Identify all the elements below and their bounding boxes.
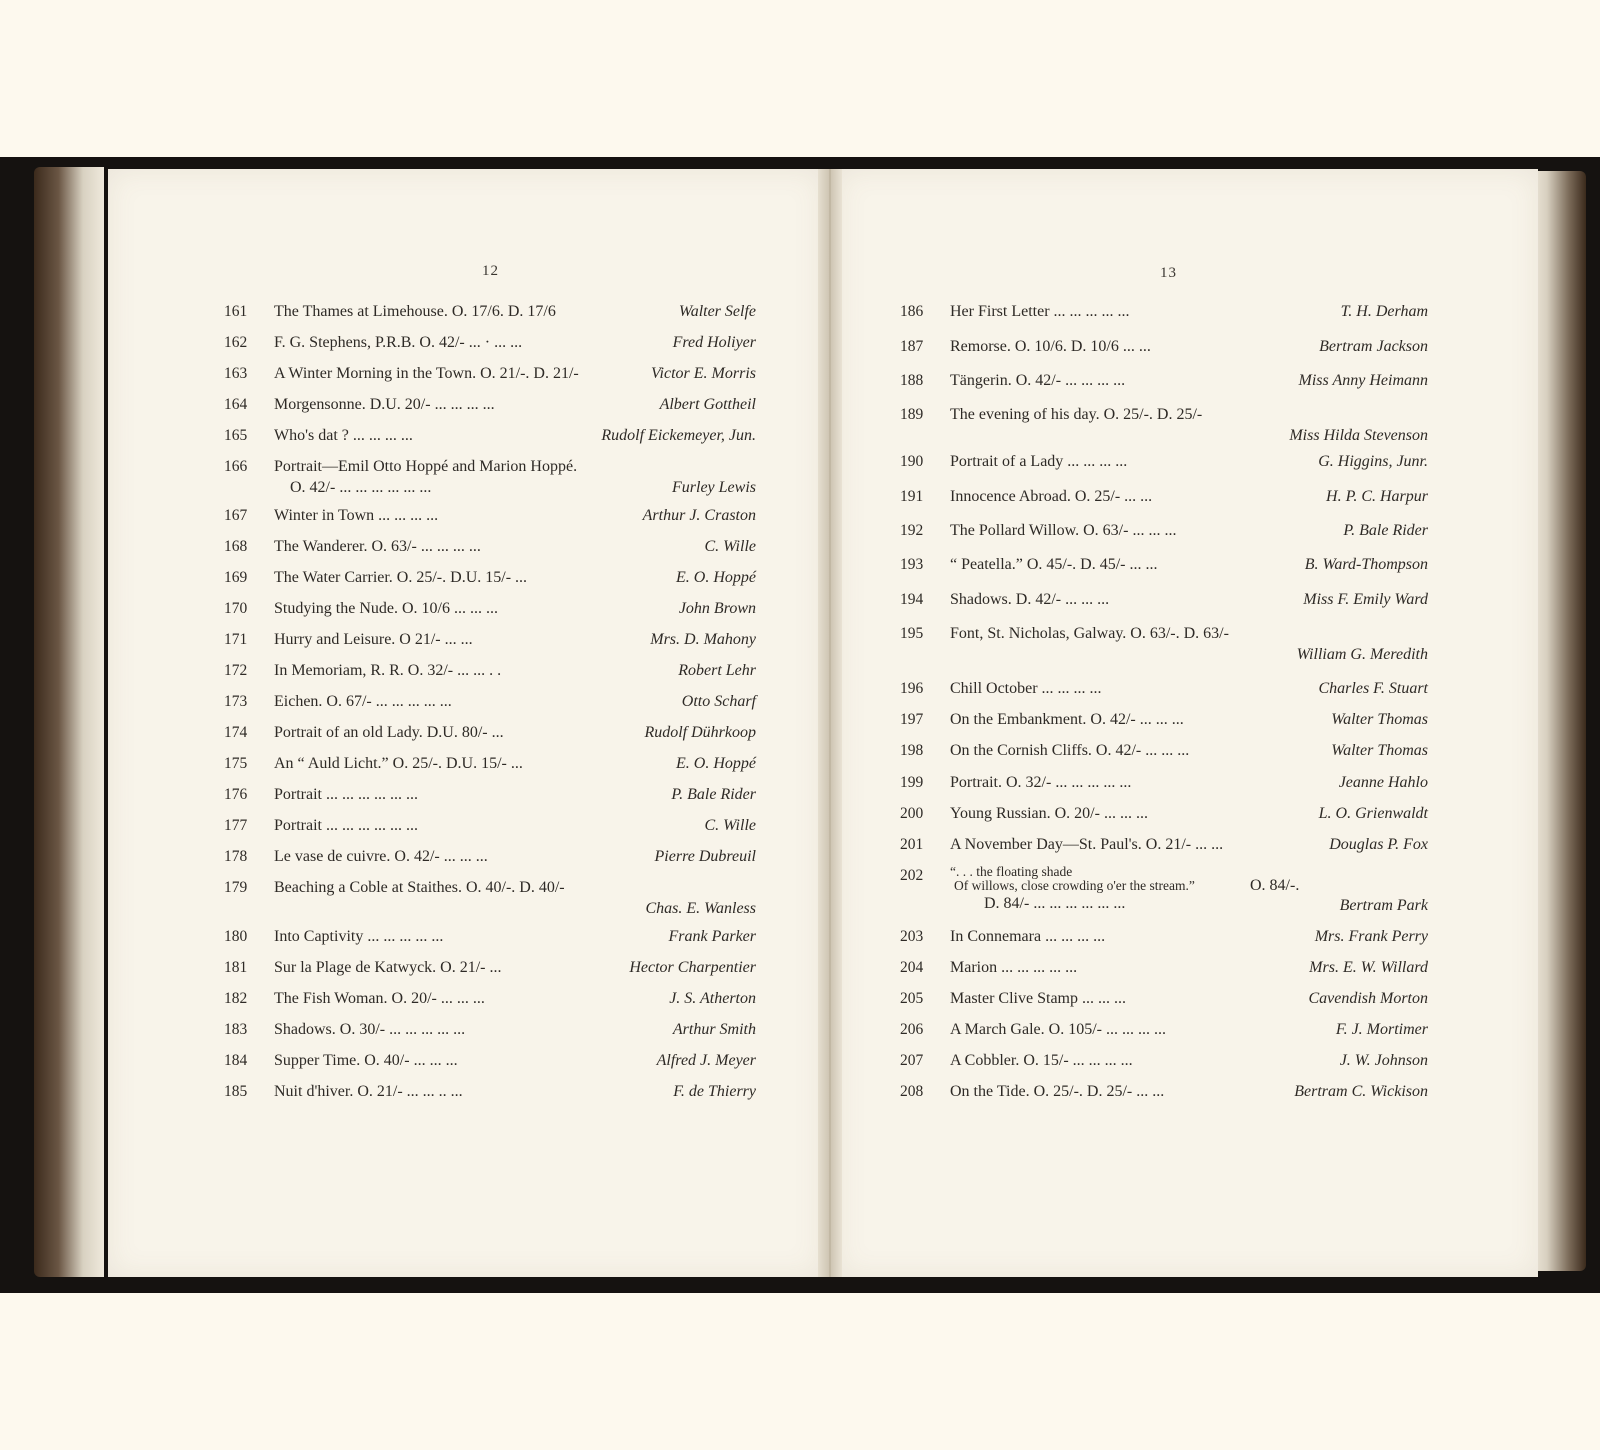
entry-number: 185: [224, 1083, 248, 1100]
entry-number: 201: [900, 836, 924, 853]
entry-number: 208: [900, 1083, 924, 1100]
entry-description: Beaching a Coble at Staithes. O. 40/-. D. 40/-: [274, 879, 565, 896]
entry-number: 207: [900, 1052, 924, 1069]
catalogue-entry: [900, 864, 1428, 914]
entry-description: Young Russian. O. 20/- ... ... ...: [950, 805, 1148, 822]
entry-number: 172: [224, 662, 248, 679]
entry-number: 164: [224, 396, 248, 413]
entry-artist: Walter Thomas: [1331, 711, 1428, 728]
entry-description: A Winter Morning in the Town. O. 21/-. D. 21/-: [274, 365, 579, 382]
entry-description: The Fish Woman. O. 20/- ... ... ...: [274, 990, 485, 1007]
page-number-left: 12: [482, 263, 499, 279]
entry-description: Portrait of a Lady ... ... ... ...: [950, 453, 1128, 470]
catalogue-entry: [224, 878, 756, 922]
entry-description: The Pollard Willow. O. 63/- ... ... ...: [950, 522, 1177, 539]
entry-number: 167: [224, 507, 248, 524]
entry-description: Shadows. O. 30/- ... ... ... ... ...: [274, 1021, 466, 1038]
entry-artist: Bertram Park: [1339, 897, 1428, 914]
entry-number: 205: [900, 990, 924, 1007]
entry-description: Into Captivity ... ... ... ... ...: [274, 928, 444, 945]
entry-artist: Mrs. Frank Perry: [1314, 928, 1428, 945]
entry-artist: P. Bale Rider: [671, 786, 756, 803]
entry-artist: Victor E. Morris: [650, 365, 756, 382]
entry-number: 187: [900, 338, 924, 355]
entry-artist: Arthur J. Craston: [642, 507, 756, 524]
entry-description: Portrait—Emil Otto Hoppé and Marion Hoppé.: [274, 458, 578, 475]
entry-number: 192: [900, 522, 924, 539]
entry-artist: H. P. C. Harpur: [1326, 488, 1428, 505]
entry-description-continued: D. 84/- ... ... ... ... ... ...: [984, 895, 1126, 912]
entry-artist: E. O. Hoppé: [676, 569, 756, 586]
entry-description: Remorse. O. 10/6. D. 10/6 ... ...: [950, 338, 1151, 355]
entry-number: 186: [900, 303, 924, 320]
entry-artist: Chas. E. Wanless: [645, 900, 756, 917]
entry-number: 193: [900, 556, 924, 573]
entry-number: 170: [224, 600, 248, 617]
entry-artist: J. S. Atherton: [669, 990, 756, 1007]
entry-number: 169: [224, 569, 248, 586]
entry-artist: Douglas P. Fox: [1329, 836, 1428, 853]
entry-number: 199: [900, 774, 924, 791]
entry-description: Sur la Plage de Katwyck. O. 21/- ...: [274, 959, 502, 976]
entry-description: Supper Time. O. 40/- ... ... ...: [274, 1052, 458, 1069]
entry-description: A Cobbler. O. 15/- ... ... ... ...: [950, 1052, 1133, 1069]
entry-number: 168: [224, 538, 248, 555]
entry-description: Hurry and Leisure. O 21/- ... ...: [274, 631, 473, 648]
entry-artist: Charles F. Stuart: [1318, 680, 1428, 697]
entry-artist: Cavendish Morton: [1308, 990, 1428, 1007]
entry-artist: F. de Thierry: [673, 1083, 756, 1100]
entry-number: 163: [224, 365, 248, 382]
entry-description: Shadows. D. 42/- ... ... ...: [950, 591, 1110, 608]
entry-artist: Mrs. D. Mahony: [650, 631, 756, 648]
book-edge-right: [1530, 171, 1586, 1271]
entry-description: The Water Carrier. O. 25/-. D.U. 15/- ...: [274, 569, 528, 586]
entry-artist: Arthur Smith: [672, 1021, 756, 1038]
entry-artist: C. Wille: [704, 538, 756, 555]
entry-artist: Alfred J. Meyer: [656, 1052, 756, 1069]
entry-number: 190: [900, 453, 924, 470]
catalogue-entry: [224, 457, 756, 501]
entry-description: “ Peatella.” O. 45/-. D. 45/- ... ...: [950, 556, 1158, 573]
entry-artist: C. Wille: [704, 817, 756, 834]
entry-number: 182: [224, 990, 248, 1007]
entry-number: 188: [900, 372, 924, 389]
catalogue-entry: [224, 1082, 756, 1126]
entry-number: 178: [224, 848, 248, 865]
entry-artist: Jeanne Hahlo: [1338, 774, 1428, 791]
entry-artist: T. H. Derham: [1340, 303, 1428, 320]
entry-artist: Miss Hilda Stevenson: [1289, 427, 1428, 444]
entry-artist: J. W. Johnson: [1339, 1052, 1428, 1069]
entry-artist: Rudolf Eickemeyer, Jun.: [601, 427, 756, 444]
entry-description: Portrait ... ... ... ... ... ...: [274, 817, 418, 834]
entry-description: Portrait. O. 32/- ... ... ... ... ...: [950, 774, 1132, 791]
entry-description: The Thames at Limehouse. O. 17/6. D. 17/6: [274, 303, 556, 320]
book-edge-left: [34, 167, 104, 1277]
entry-number: 161: [224, 303, 248, 320]
entry-price: O. 84/-.: [1250, 877, 1300, 894]
entry-artist: B. Ward-Thompson: [1304, 556, 1428, 573]
entry-artist: Robert Lehr: [678, 662, 756, 679]
entry-number: 171: [224, 631, 248, 648]
entry-description: Morgensonne. D.U. 20/- ... ... ... ...: [274, 396, 495, 413]
entry-description: Font, St. Nicholas, Galway. O. 63/-. D. 63/-: [950, 625, 1229, 642]
entry-number: 197: [900, 711, 924, 728]
entry-description: Innocence Abroad. O. 25/- ... ...: [950, 488, 1153, 505]
entry-number: 203: [900, 928, 924, 945]
entry-description: Nuit d'hiver. O. 21/- ... ... .. ...: [274, 1083, 463, 1100]
entry-artist: Mrs. E. W. Willard: [1309, 959, 1428, 976]
entry-artist: Furley Lewis: [672, 479, 756, 496]
entry-artist: E. O. Hoppé: [676, 755, 756, 772]
entry-number: 206: [900, 1021, 924, 1038]
catalogue-entry: [900, 1082, 1428, 1126]
entry-description-continued: O. 42/- ... ... ... ... ... ...: [290, 479, 432, 496]
entry-artist: Hector Charpentier: [629, 959, 756, 976]
entry-description: Le vase de cuivre. O. 42/- ... ... ...: [274, 848, 488, 865]
entry-number: 202: [900, 867, 924, 884]
entry-artist: Pierre Dubreuil: [654, 848, 756, 865]
entry-description: On the Tide. O. 25/-. D. 25/- ... ...: [950, 1083, 1165, 1100]
entry-number: 179: [224, 879, 248, 896]
entry-number: 162: [224, 334, 248, 351]
entry-description: F. G. Stephens, P.R.B. O. 42/- ... · ... ...: [274, 334, 523, 351]
entry-artist: Walter Thomas: [1331, 742, 1428, 759]
entry-artist: P. Bale Rider: [1343, 522, 1428, 539]
entry-description: Who's dat ? ... ... ... ...: [274, 427, 413, 444]
entry-description: A March Gale. O. 105/- ... ... ... ...: [950, 1021, 1166, 1038]
entry-number: 177: [224, 817, 248, 834]
entry-description: Her First Letter ... ... ... ... ...: [950, 303, 1130, 320]
entry-artist: Frank Parker: [668, 928, 756, 945]
entry-number: 184: [224, 1052, 248, 1069]
entry-description-line2: Of willows, close crowding o'er the stream.”: [954, 878, 1195, 893]
book-gutter: [818, 169, 842, 1277]
entry-artist: William G. Meredith: [1296, 646, 1428, 663]
entry-description: Studying the Nude. O. 10/6 ... ... ...: [274, 600, 498, 617]
entry-description: Marion ... ... ... ... ...: [950, 959, 1078, 976]
entry-description: On the Cornish Cliffs. O. 42/- ... ... ...: [950, 742, 1190, 759]
entry-number: 200: [900, 805, 924, 822]
entry-number: 194: [900, 591, 924, 608]
entry-description: In Connemara ... ... ... ...: [950, 928, 1106, 945]
entry-artist: Bertram C. Wickison: [1294, 1083, 1428, 1100]
entry-number: 165: [224, 427, 248, 444]
entry-artist: L. O. Grienwaldt: [1318, 805, 1428, 822]
catalogue-entry: [900, 405, 1428, 449]
entry-artist: Miss F. Emily Ward: [1303, 591, 1428, 608]
entry-number: 176: [224, 786, 248, 803]
entry-number: 189: [900, 406, 924, 423]
entry-artist: F. J. Mortimer: [1335, 1021, 1428, 1038]
entry-artist: Walter Selfe: [678, 303, 756, 320]
entry-artist: Albert Gottheil: [659, 396, 756, 413]
entry-description: Chill October ... ... ... ...: [950, 680, 1102, 697]
entry-number: 195: [900, 625, 924, 642]
entry-description: Tängerin. O. 42/- ... ... ... ...: [950, 372, 1126, 389]
entry-artist: Otto Scharf: [681, 693, 756, 710]
entry-artist: G. Higgins, Junr.: [1318, 453, 1428, 470]
entry-description: Portrait ... ... ... ... ... ...: [274, 786, 418, 803]
entry-number: 204: [900, 959, 924, 976]
entry-artist: Bertram Jackson: [1319, 338, 1428, 355]
entry-number: 180: [224, 928, 248, 945]
entry-artist: John Brown: [678, 600, 756, 617]
entry-artist: Rudolf Dührkoop: [644, 724, 756, 741]
entry-number: 198: [900, 742, 924, 759]
entry-number: 196: [900, 680, 924, 697]
entry-description: A November Day—St. Paul's. O. 21/- ... ...: [950, 836, 1224, 853]
page-number-right: 13: [1160, 265, 1177, 281]
entry-description: Portrait of an old Lady. D.U. 80/- ...: [274, 724, 504, 741]
entry-artist: Fred Holiyer: [672, 334, 756, 351]
entry-description: “. . . the floating shade: [950, 864, 1073, 879]
entry-description: Eichen. O. 67/- ... ... ... ... ...: [274, 693, 452, 710]
entry-description: The evening of his day. O. 25/-. D. 25/-: [950, 406, 1203, 423]
entry-description: On the Embankment. O. 42/- ... ... ...: [950, 711, 1184, 728]
entry-description: In Memoriam, R. R. O. 32/- ... ... . .: [274, 662, 502, 679]
entry-number: 173: [224, 693, 248, 710]
entry-description: An “ Auld Licht.” O. 25/-. D.U. 15/- ...: [274, 755, 523, 772]
entry-number: 166: [224, 458, 248, 475]
catalogue-entry: [900, 624, 1428, 668]
entry-number: 191: [900, 488, 924, 505]
entry-description: The Wanderer. O. 63/- ... ... ... ...: [274, 538, 481, 555]
entry-artist: Miss Anny Heimann: [1298, 372, 1428, 389]
entry-number: 175: [224, 755, 248, 772]
entry-number: 181: [224, 959, 248, 976]
entry-number: 183: [224, 1021, 248, 1038]
entry-description: Winter in Town ... ... ... ...: [274, 507, 439, 524]
entry-description: Master Clive Stamp ... ... ...: [950, 990, 1126, 1007]
entry-number: 174: [224, 724, 248, 741]
